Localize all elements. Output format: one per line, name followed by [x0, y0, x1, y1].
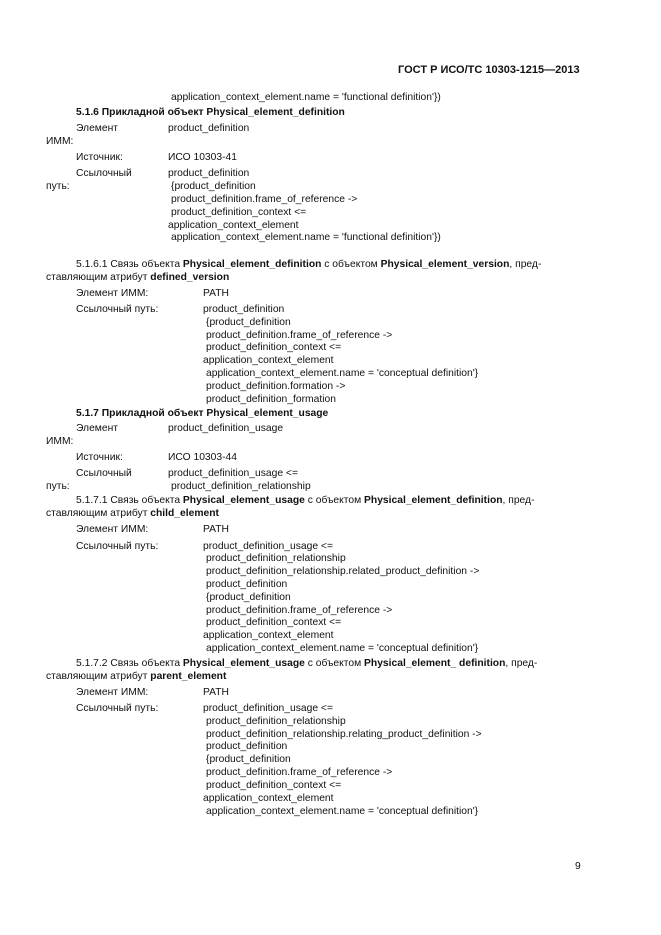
field-label: ИММ:: [46, 136, 74, 147]
path-line: product_definition_context <=: [171, 207, 307, 218]
paragraph-5-1-7-2-cont: ставляющим атрибут parent_element: [46, 671, 227, 682]
field-label: ИММ:: [46, 436, 74, 447]
field-value: product_definition_usage <=: [168, 468, 298, 479]
text-line: application_context_element.name = 'functional definition'}): [171, 92, 441, 103]
field-label: Источник:: [76, 152, 123, 163]
path-line: product_definition_context <=: [206, 780, 342, 791]
path-line: product_definition: [206, 741, 288, 752]
field-label: Ссылочный путь:: [76, 541, 159, 552]
path-line: {product_definition: [206, 317, 291, 328]
field-label: Ссылочный: [76, 168, 132, 179]
field-value: product_definition_usage: [168, 423, 284, 434]
field-label: Элемент: [76, 123, 119, 134]
path-line: product_definition: [203, 304, 285, 315]
path-line: product_definition_formation: [206, 394, 336, 405]
field-label: Ссылочный путь:: [76, 703, 159, 714]
path-line: product_definition.frame_of_reference ->: [206, 330, 393, 341]
field-label: Элемент: [76, 423, 119, 434]
path-line: application_context_element: [168, 220, 299, 231]
path-line: {product_definition: [206, 754, 291, 765]
field-label: путь:: [46, 481, 70, 492]
field-label: Элемент ИММ:: [76, 687, 149, 698]
path-line: product_definition.frame_of_reference ->: [206, 605, 393, 616]
path-line: {product_definition: [206, 592, 291, 603]
section-heading-5-1-7: 5.1.7 Прикладной объект Physical_element_usage: [76, 408, 329, 419]
path-line: product_definition_relationship: [206, 553, 346, 564]
field-label: Ссылочный: [76, 468, 132, 479]
path-line: application_context_element: [203, 793, 334, 804]
field-value: PATH: [203, 288, 229, 299]
path-line: application_context_element.name = 'conceptual definition'}: [206, 368, 479, 379]
paragraph-5-1-7-1: 5.1.7.1 Связь объекта Physical_element_usage с объектом Physical_element_definition, пред-: [76, 495, 535, 506]
field-value: product_definition: [168, 168, 250, 179]
path-line: product_definition_relationship.relating_product_definition ->: [206, 729, 482, 740]
field-label: Источник:: [76, 452, 123, 463]
field-value: ИСО 10303-44: [168, 452, 237, 463]
path-line: product_definition.frame_of_reference ->: [206, 767, 393, 778]
paragraph-5-1-6-1-cont: ставляющим атрибут defined_version: [46, 272, 230, 283]
path-line: application_context_element.name = 'conceptual definition'}: [206, 643, 479, 654]
path-line: product_definition_relationship.related_product_definition ->: [206, 566, 480, 577]
path-line: {product_definition: [171, 181, 256, 192]
paragraph-5-1-6-1: 5.1.6.1 Связь объекта Physical_element_definition с объектом Physical_element_version, пред-: [76, 259, 542, 270]
path-line: product_definition.frame_of_reference ->: [171, 194, 358, 205]
field-value: product_definition: [168, 123, 250, 134]
path-line: application_context_element: [203, 630, 334, 641]
field-label: путь:: [46, 181, 70, 192]
path-line: product_definition.formation ->: [206, 381, 346, 392]
path-line: application_context_element.name = 'conceptual definition'}: [206, 806, 479, 817]
field-label: Элемент ИММ:: [76, 288, 149, 299]
path-line: application_context_element: [203, 355, 334, 366]
field-value: PATH: [203, 524, 229, 535]
field-value: ИСО 10303-41: [168, 152, 237, 163]
path-line: product_definition_context <=: [206, 617, 342, 628]
field-label: Элемент ИММ:: [76, 524, 149, 535]
path-line: application_context_element.name = 'functional definition'}): [171, 232, 441, 243]
path-line: product_definition_usage <=: [203, 541, 333, 552]
page-number: 9: [575, 861, 581, 872]
field-value: PATH: [203, 687, 229, 698]
page-header: ГОСТ Р ИСО/ТС 10303-1215—2013: [398, 64, 580, 76]
path-line: product_definition_context <=: [206, 342, 342, 353]
paragraph-5-1-7-2: 5.1.7.2 Связь объекта Physical_element_usage с объектом Physical_element_ definition, пред-: [76, 658, 538, 669]
field-label: Ссылочный путь:: [76, 304, 159, 315]
path-line: product_definition_relationship: [171, 481, 311, 492]
path-line: product_definition: [206, 579, 288, 590]
section-heading-5-1-6: 5.1.6 Прикладной объект Physical_element_definition: [76, 107, 345, 118]
path-line: product_definition_usage <=: [203, 703, 333, 714]
path-line: product_definition_relationship: [206, 716, 346, 727]
paragraph-5-1-7-1-cont: ставляющим атрибут child_element: [46, 508, 219, 519]
